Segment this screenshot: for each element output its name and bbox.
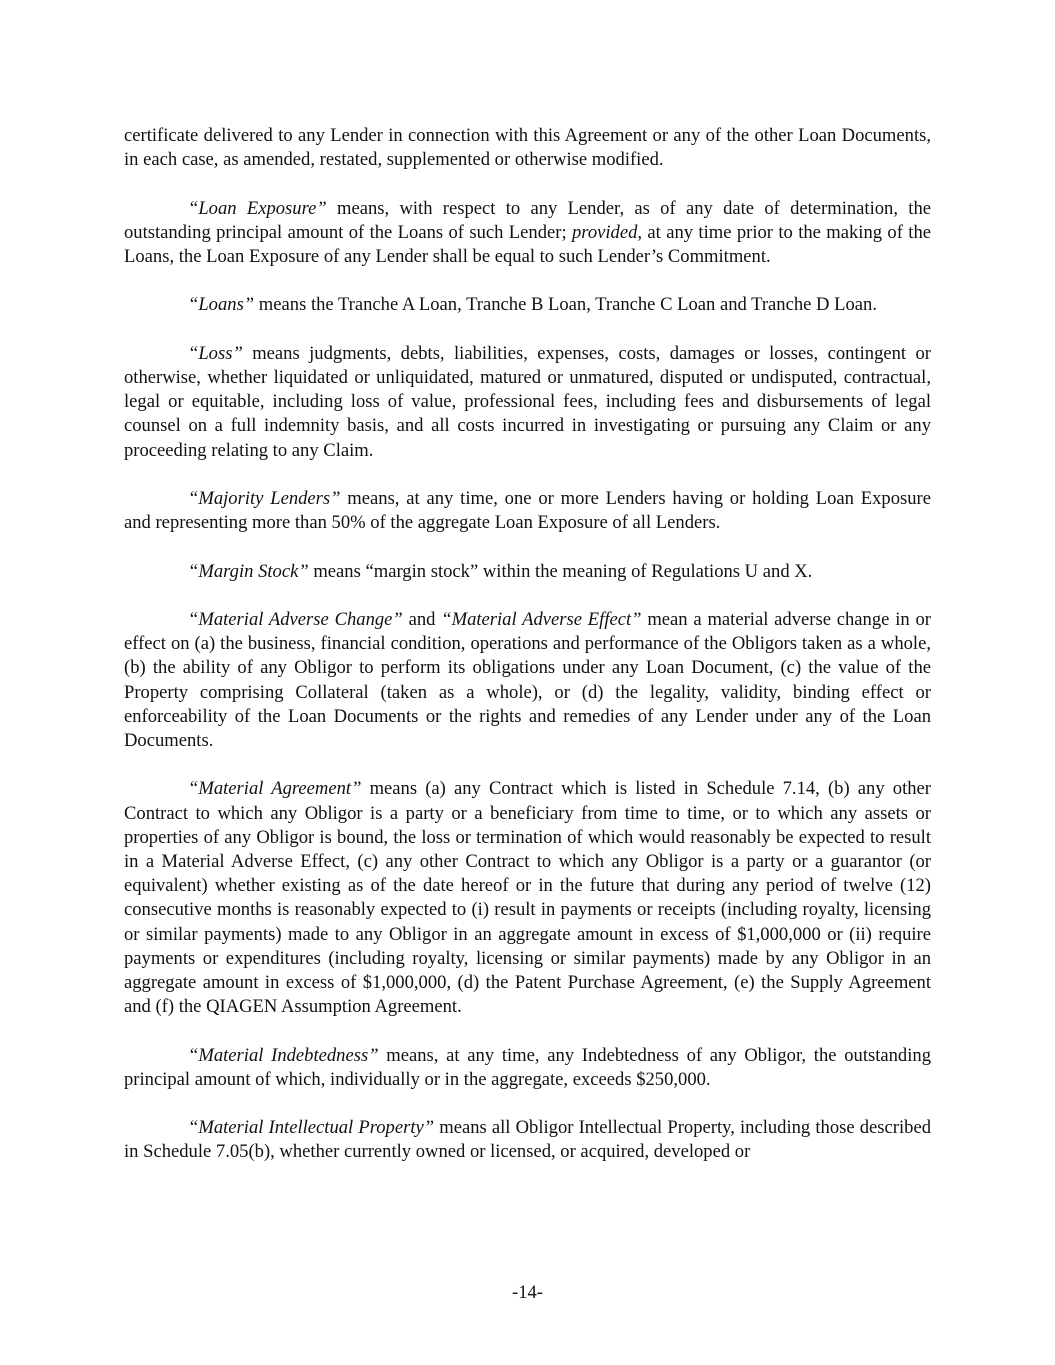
definition-text: at any time prior to the making of the Loans, the Loan Exposure of any Lender shall be equal to such Lender’s Commitment. xyxy=(124,221,932,267)
definition-text: means the Tranche A Loan, Tranche B Loan, Tranche C Loan and Tranche D Loan. xyxy=(254,294,877,316)
definition-material-agreement xyxy=(124,777,931,1019)
defined-term: “Majority Lenders” xyxy=(188,487,341,509)
definition-text: means (a) any Contract which is listed in Schedule 7.14, (b) any other Contract to which any Obligor is a party or a beneficiary from time to time, or to which any assets or properties of any Obligor is bound, the loss or termination of which would reasonably be expected to result in a Material Adverse Effect, (c) any other Contract to which any Obligor is a party or a guarantor (or equivalent) whether existing as of the date hereof or in the future that during any period of twelve (12) consecutive months is reasonably expected to (i) result in payments or receipts (including royalty, licensing or similar payments) made to any Obligor in an aggregate amount in excess of $1,000,000 or (ii) require payments or expenditures (including royalty, licensing or similar payments) made by any Obligor in an aggregate amount in excess of $1,000,000, (d) the Patent Purchase Agreement, (e) the Supply Agreement and (f) the QIAGEN Assumption Agreement. xyxy=(124,778,931,1018)
definition-text: means judgments, debts, liabilities, expenses, costs, damages or losses, contingent or otherwise, whether liquidated or unliquidated, matured or unmatured, disputed or undisputed, contractual, legal or equitable, including loss of value, professional fees, including fees and disbursements of legal counsel on a full indemnity basis, and all costs incurred in investigating or pursuing any Claim or any proceeding relating to any Claim. xyxy=(124,342,931,461)
defined-term: “Material Adverse Effect” xyxy=(441,608,642,630)
definition-margin-stock xyxy=(124,560,931,584)
definition-material-adverse-change xyxy=(124,608,931,753)
definition-text: mean a material adverse change in or effect on (a) the business, financial condition, operations and performance of the Obligors taken as a whole, (b) the ability of any Obligor to perform its obligations under any Loan Document, (c) the value of the Property comprising Collateral (taken as a whole), or (d) the legality, validity, binding effect or enforceability of the Loan Documents or the rights and remedies of any Lender under any of the Loan Documents. xyxy=(124,608,931,751)
definition-majority-lenders xyxy=(124,487,931,535)
defined-term: “Material Adverse Change” xyxy=(188,608,403,630)
definition-loan-exposure xyxy=(124,197,931,270)
defined-term: “Material Agreement” xyxy=(188,778,362,800)
definition-loans xyxy=(124,293,931,317)
definition-text: means, at any time, one or more Lenders having or holding Loan Exposure and representing more than 50% of the aggregate Loan Exposure of all Lenders. xyxy=(124,487,931,534)
definition-text: means “margin stock” within the meaning of Regulations U and X. xyxy=(308,560,813,582)
definition-material-indebtedness xyxy=(124,1044,931,1092)
definition-text: means, with respect to any Lender, as of any date of determination, the outstanding principal amount of the Loans of such Lender; xyxy=(124,197,931,243)
definition-text: means, at any time, any Indebtedness of any Obligor, the outstanding principal amount of which, individually or in the aggregate, exceeds $250,000. xyxy=(124,1044,931,1090)
definition-material-intellectual-property xyxy=(124,1116,931,1164)
defined-term: “Loss” xyxy=(188,342,243,364)
page-number: -14- xyxy=(512,1282,543,1303)
emphasis-provided: provided, xyxy=(572,221,643,243)
defined-term: “Loan Exposure” xyxy=(188,197,327,219)
definition-text: and xyxy=(402,608,442,630)
defined-term: “Material Intellectual Property” xyxy=(188,1117,435,1139)
definition-text: means all Obligor Intellectual Property, including those described in Schedule 7.05(b), whether currently owned or licensed, or acquired, developed or xyxy=(124,1117,931,1163)
definition-loss xyxy=(124,342,931,463)
paragraph-continuation xyxy=(124,124,931,172)
defined-term: “Material Indebtedness” xyxy=(188,1044,379,1066)
defined-term: “Loans” xyxy=(188,294,255,316)
paragraph-text: certificate delivered to any Lender in connection with this Agreement or any of the other Loan Documents, in each case, as amended, restated, supplemented or otherwise modified. xyxy=(124,125,931,171)
document-body xyxy=(124,124,931,1189)
defined-term: “Margin Stock” xyxy=(188,560,309,582)
